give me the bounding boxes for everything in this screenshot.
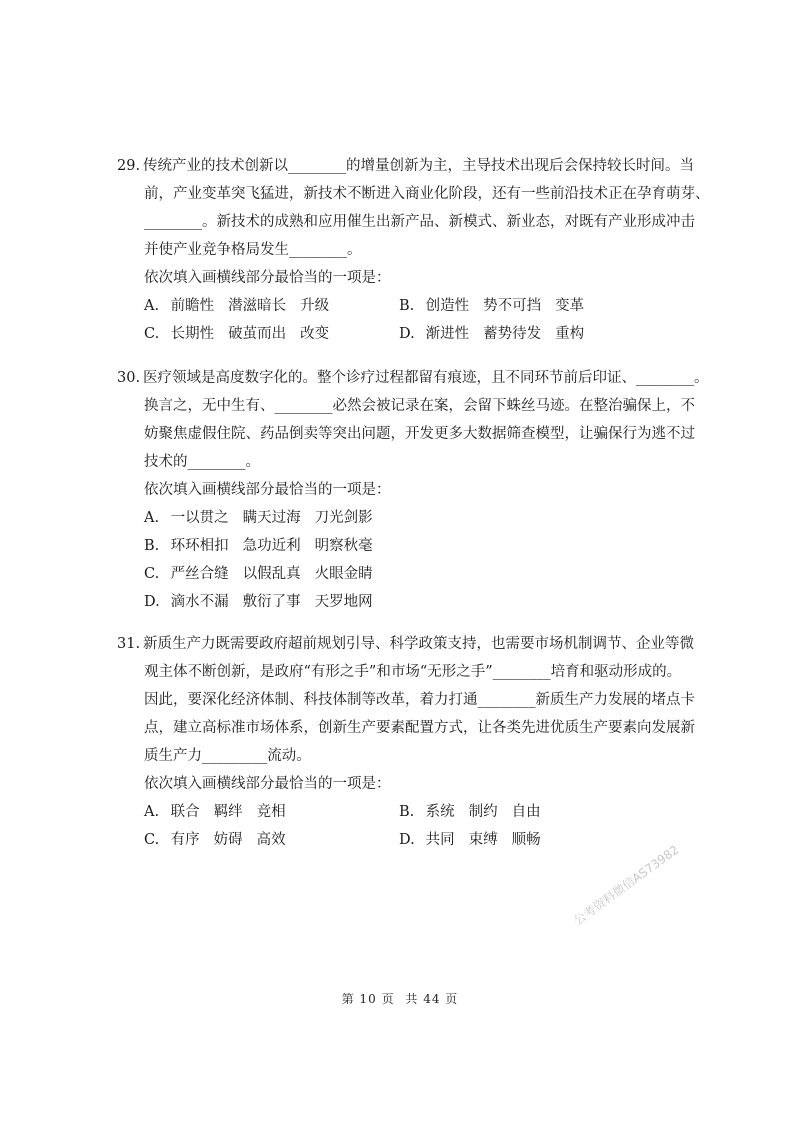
options: [117, 292, 692, 348]
question-number: 30.: [117, 370, 141, 386]
stem-line: 因此，要深化经济体制、科技体制等改革，着力打通________新质生产力发展的堵点卡: [144, 692, 695, 708]
stem-line: 点，建立高标准市场体系，创新生产要素配置方式，让各类先进优质生产要素向发展新: [144, 720, 695, 736]
option-d[interactable]: D. 滴水不漏 敷衍了事 天罗地网: [144, 594, 373, 610]
option-c[interactable]: C. 长期性 破茧而出 改变: [144, 326, 330, 342]
page-total: 共 44 页: [405, 992, 459, 1006]
page-footer: [0, 990, 800, 1007]
stem-line: 技术的________。: [144, 454, 260, 470]
stem-line: 29. 传统产业的技术创新以________的增量创新为主，主导技术出现后会保持较长时间。当: [117, 152, 692, 180]
option-c[interactable]: C. 有序 妨碍 高效: [144, 832, 286, 848]
option-d[interactable]: D. 渐进性 蓄势待发 重构: [399, 326, 585, 342]
stem-line: 换言之，无中生有、________必然会被记录在案，会留下蛛丝马迹。在整治骗保上，不: [144, 398, 695, 414]
question-prompt: 依次填入画横线部分最恰当的一项是：: [144, 776, 391, 792]
option-c[interactable]: C. 严丝合缝 以假乱真 火眼金睛: [144, 566, 373, 582]
option-b[interactable]: B. 系统 制约 自由: [399, 804, 541, 820]
option-b[interactable]: B. 创造性 势不可挡 变革: [399, 298, 585, 314]
stem-line: 质生产力_________流动。: [144, 748, 311, 764]
option-a[interactable]: A. 前瞻性 潜滋暗长 升级: [144, 298, 330, 314]
question-30: [117, 364, 709, 616]
stem-line: 31. 新质生产力既需要政府超前规划引导、科学政策支持，也需要市场机制调节、企业等微: [117, 630, 692, 658]
option-d[interactable]: D. 共同 束缚 顺畅: [399, 832, 541, 848]
option-a[interactable]: A. 联合 羁绊 竞相: [144, 804, 286, 820]
question-stem: [117, 364, 709, 476]
options: [117, 798, 692, 854]
question-number: 29.: [117, 158, 141, 174]
question-stem: [117, 630, 695, 770]
stem-line: 前，产业变革突飞猛进，新技术不断进入商业化阶段，还有一些前沿技术正在孕育萌芽、: [144, 186, 710, 202]
stem-line: 妨聚焦虚假住院、药品倒卖等突出问题，开发更多大数据筛查模型，让骗保行为逃不过: [144, 426, 695, 442]
option-b[interactable]: B. 环环相扣 急功近利 明察秋毫: [144, 538, 373, 554]
question-prompt: 依次填入画横线部分最恰当的一项是：: [144, 482, 391, 498]
question-31: [117, 630, 695, 854]
stem-line: 观主体不断创新，是政府“有形之手”和市场“无形之手”________培育和驱动形成的。: [144, 664, 682, 680]
question-stem: [117, 152, 710, 264]
question-29: [117, 152, 710, 348]
options: [117, 504, 692, 616]
stem-line: 30. 医疗领域是高度数字化的。整个诊疗过程都留有痕迹，且不同环节前后印证、________。: [117, 364, 692, 392]
question-number: 31.: [117, 636, 141, 652]
watermark: 公考资料微信AS73982: [571, 842, 682, 928]
stem-line: 并使产业竞争格局发生________。: [144, 242, 362, 258]
page-number: 第 10 页: [341, 992, 395, 1006]
stem-line: ________。新技术的成熟和应用催生出新产品、新模式、新业态，对既有产业形成冲击: [144, 214, 695, 230]
option-a[interactable]: A. 一以贯之 瞒天过海 刀光剑影: [144, 510, 373, 526]
question-prompt: 依次填入画横线部分最恰当的一项是：: [144, 270, 391, 286]
